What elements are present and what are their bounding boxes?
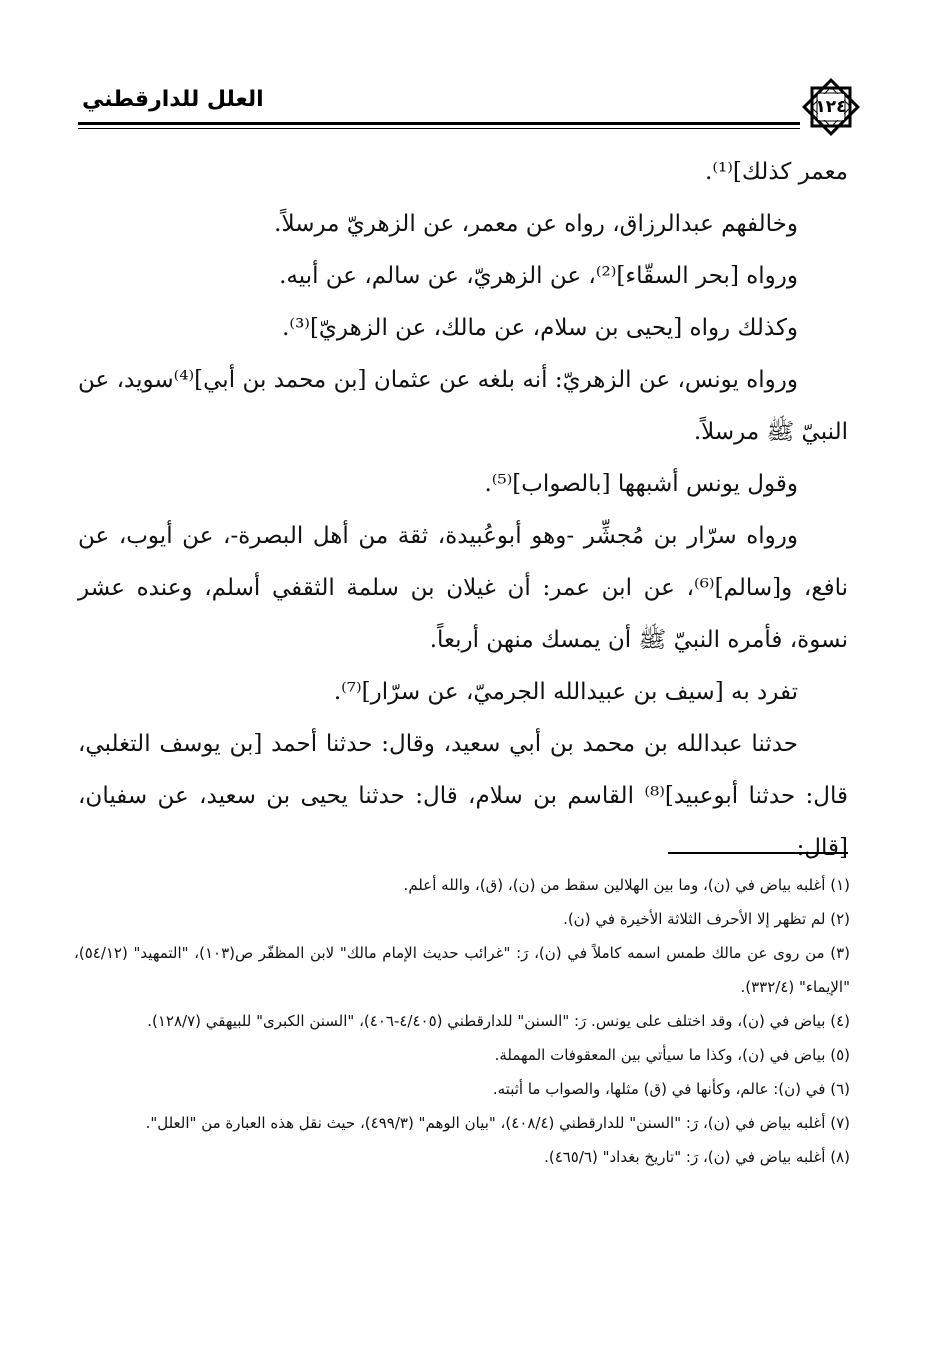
body-paragraph: تفرد به [سيف بن عبيدالله الجرميّ، عن سرّار]⁽⁷⁾. — [333, 679, 798, 705]
body-paragraph: ورواه يونس، عن الزهريّ: أنه بلغه عن عثمان [بن محمد بن أبي]⁽⁴⁾سويد، عن النبيّ ﷺ مرسلاً. — [78, 367, 848, 445]
footnote: (٣) من روى عن مالك طمس اسمه كاملاً في (ن)، رَ: "غرائب حديث الإمام مالك" لابن المظفّر ص(١٠٣)، "التمهيد" (٥٤/١٢)، "الإيماء" (٣٣٢/٤). — [74, 944, 850, 996]
body-paragraph: وكذلك رواه [يحيى بن سلام، عن مالك، عن الزهريّ]⁽³⁾. — [282, 315, 798, 341]
body-paragraph: ورواه [بحر السقّاء]⁽²⁾، عن الزهريّ، عن سالم، عن أبيه. — [279, 263, 798, 289]
footnote: (١) أغلبه بياض في (ن)، وما بين الهلالين سقط من (ن)، (ق)، والله أعلم. — [403, 876, 850, 894]
body-paragraph: وخالفهم عبدالرزاق، رواه عن معمر، عن الزهريّ مرسلاً. — [274, 211, 798, 237]
main-text — [78, 146, 848, 874]
header-rule — [78, 122, 800, 125]
page-number: ١٢٤ — [815, 97, 847, 117]
footnote: (٦) في (ن): عالم، وكأنها في (ق) مثلها، والصواب ما أثبته. — [492, 1080, 850, 1098]
body-paragraph: وقول يونس أشبهها [بالصواب]⁽⁵⁾. — [484, 471, 798, 497]
body-paragraph: حدثنا عبدالله بن محمد بن أبي سعيد، وقال: حدثنا أحمد [بن يوسف التغلبي، قال: حدثنا أبوعبيد]⁽⁸⁾ القاسم بن سلام، قال: حدثنا يحيى بن سعيد، عن سفيان، [قال: — [78, 731, 848, 861]
running-header-title: العلل للدارقطني — [82, 87, 264, 112]
footnote: (٨) أغلبه بياض في (ن)، رَ: "تاريخ بغداد" (٤٦٥/٦). — [544, 1148, 850, 1166]
footnote: (٧) أغلبه بياض في (ن)، رَ: "السنن" للدارقطني (٤٠٨/٤)، "بيان الوهم" (٤٩٩/٣)، حيث نقل هذه العبارة من "العلل". — [145, 1114, 850, 1132]
footnote: (٤) بياض في (ن)، وقد اختلف على يونس. رَ: "السنن" للدارقطني (٤/٤٠٥-٤٠٦)، "السنن الكبرى" للبيهقي (١٢٨/٧). — [147, 1012, 850, 1030]
header-rule-thin — [78, 128, 800, 129]
footnote: (٥) بياض في (ن)، وكذا ما سيأتي بين المعقوفات المهملة. — [494, 1046, 850, 1064]
footnote-separator — [668, 852, 848, 854]
body-paragraph: معمر كذلك]⁽¹⁾. — [705, 159, 848, 185]
footnote: (٢) لم تظهر إلا الأحرف الثلاثة الأخيرة في (ن). — [563, 910, 850, 928]
footnotes — [74, 868, 850, 1174]
body-paragraph: ورواه سرّار بن مُجشِّر -وهو أبوعُبيدة، ثقة من أهل البصرة-، عن أيوب، عن نافع، و[سالم]⁽⁶⁾، عن ابن عمر: أن غيلان بن سلمة الثقفي أسلم، وعنده عشر نسوة، فأمره النبيّ ﷺ أن يمسك منهن أربعاً. — [78, 523, 848, 653]
